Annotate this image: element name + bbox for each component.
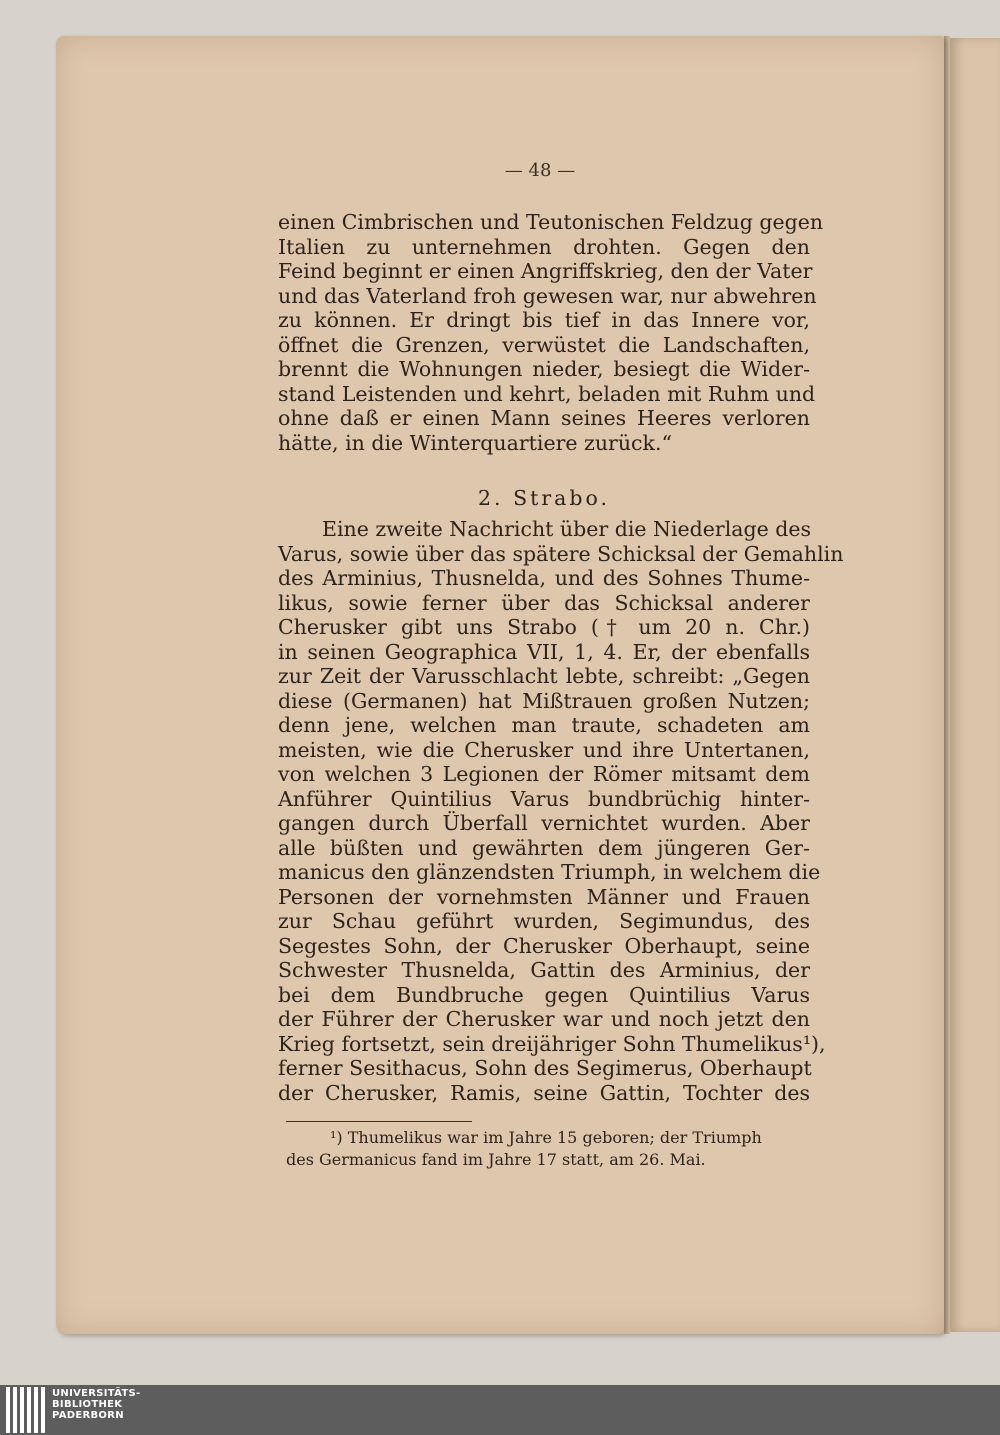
text-line: des Arminius, Thusnelda, und des Sohnes Thume- xyxy=(278,566,810,590)
footnote-line: ¹) Thumelikus war im Jahre 15 geboren; der Triumph xyxy=(330,1128,762,1147)
text-line: Cherusker gibt uns Strabo († um 20 n. Chr.) xyxy=(278,615,810,639)
text-line: brennt die Wohnungen nieder, besiegt die Wider- xyxy=(278,357,810,381)
text-line: Italien zu unternehmen drohten. Gegen den xyxy=(278,234,810,259)
logo-line: PADERBORN xyxy=(52,1410,124,1421)
footnote xyxy=(286,1127,810,1171)
page-number: — 48 — xyxy=(504,160,576,181)
section-heading: 2. Strabo. xyxy=(478,486,610,510)
library-logo-icon xyxy=(6,1387,46,1433)
text-line: einen Cimbrischen und Teutonischen Feldzug gegen xyxy=(278,210,824,234)
library-logo-text xyxy=(52,1388,141,1421)
text-line: Segestes Sohn, der Cherusker Oberhaupt, seine xyxy=(278,933,810,958)
text-line: zu können. Er dringt bis tief in das Innere vor, xyxy=(278,308,810,332)
text-line: Schwester Thusnelda, Gattin des Arminius, der xyxy=(278,958,810,982)
text-line: Anführer Quintilius Varus bundbrüchig hinter- xyxy=(278,786,810,811)
paragraph-1 xyxy=(278,210,824,455)
text-line: öffnet die Grenzen, verwüstet die Landschaften, xyxy=(278,332,810,357)
text-line: von welchen 3 Legionen der Römer mitsamt dem xyxy=(278,762,810,786)
paragraph-2 xyxy=(278,517,844,1105)
book-spine xyxy=(944,36,950,1334)
text-line: Krieg fortsetzt, sein dreijähriger Sohn Thumelikus¹), xyxy=(278,1031,826,1056)
text-line: meisten, wie die Cherusker und ihre Untertanen, xyxy=(278,737,810,762)
text-line: Personen der vornehmsten Männer und Frauen xyxy=(278,884,810,909)
text-line: Eine zweite Nachricht über die Niederlage des xyxy=(322,517,812,541)
text-line: manicus den glänzendsten Triumph, in welchem die xyxy=(278,860,821,884)
text-line: und das Vaterland froh gewesen war, nur abwehren xyxy=(278,283,817,308)
text-line: gangen durch Überfall vernichtet wurden. Aber xyxy=(278,811,810,835)
text-line: diese (Germanen) hat Mißtrauen großen Nutzen; xyxy=(278,688,810,713)
text-line: hätte, in die Winterquartiere zurück.“ xyxy=(278,430,672,455)
text-line: in seinen Geographica VII, 1, 4. Er, der ebenfalls xyxy=(278,639,810,664)
text-line: ferner Sesithacus, Sohn des Segimerus, Oberhaupt xyxy=(278,1056,812,1080)
text-line: Varus, sowie über das spätere Schicksal der Gemahlin xyxy=(278,541,844,566)
library-footer-bar xyxy=(0,1385,1000,1435)
text-line: bei dem Bundbruche gegen Quintilius Varus xyxy=(278,982,810,1007)
text-line: likus, sowie ferner über das Schicksal anderer xyxy=(278,590,810,615)
text-line: Feind beginnt er einen Angriffskrieg, den der Vater xyxy=(278,259,813,283)
footnote-divider xyxy=(286,1121,472,1122)
text-line: stand Leistenden und kehrt, beladen mit Ruhm und xyxy=(278,381,816,406)
logo-line: UNIVERSITÄTS- xyxy=(52,1388,141,1399)
text-line: zur Schau geführt wurden, Segimundus, des xyxy=(278,909,810,933)
adjacent-page-edge xyxy=(950,38,1000,1332)
text-line: denn jene, welchen man traute, schadeten am xyxy=(278,713,810,737)
text-line: der Führer der Cherusker war und noch jetzt den xyxy=(278,1007,810,1031)
text-line: alle büßten und gewährten dem jüngeren Ger- xyxy=(278,835,810,860)
footnote-line: des Germanicus fand im Jahre 17 statt, am 26. Mai. xyxy=(286,1150,706,1169)
text-line: zur Zeit der Varusschlacht lebte, schreibt: „Gegen xyxy=(278,664,810,688)
text-line: der Cherusker, Ramis, seine Gattin, Tochter des xyxy=(278,1080,810,1105)
text-line: ohne daß er einen Mann seines Heeres verloren xyxy=(278,406,810,430)
logo-line: BIBLIOTHEK xyxy=(52,1399,123,1410)
